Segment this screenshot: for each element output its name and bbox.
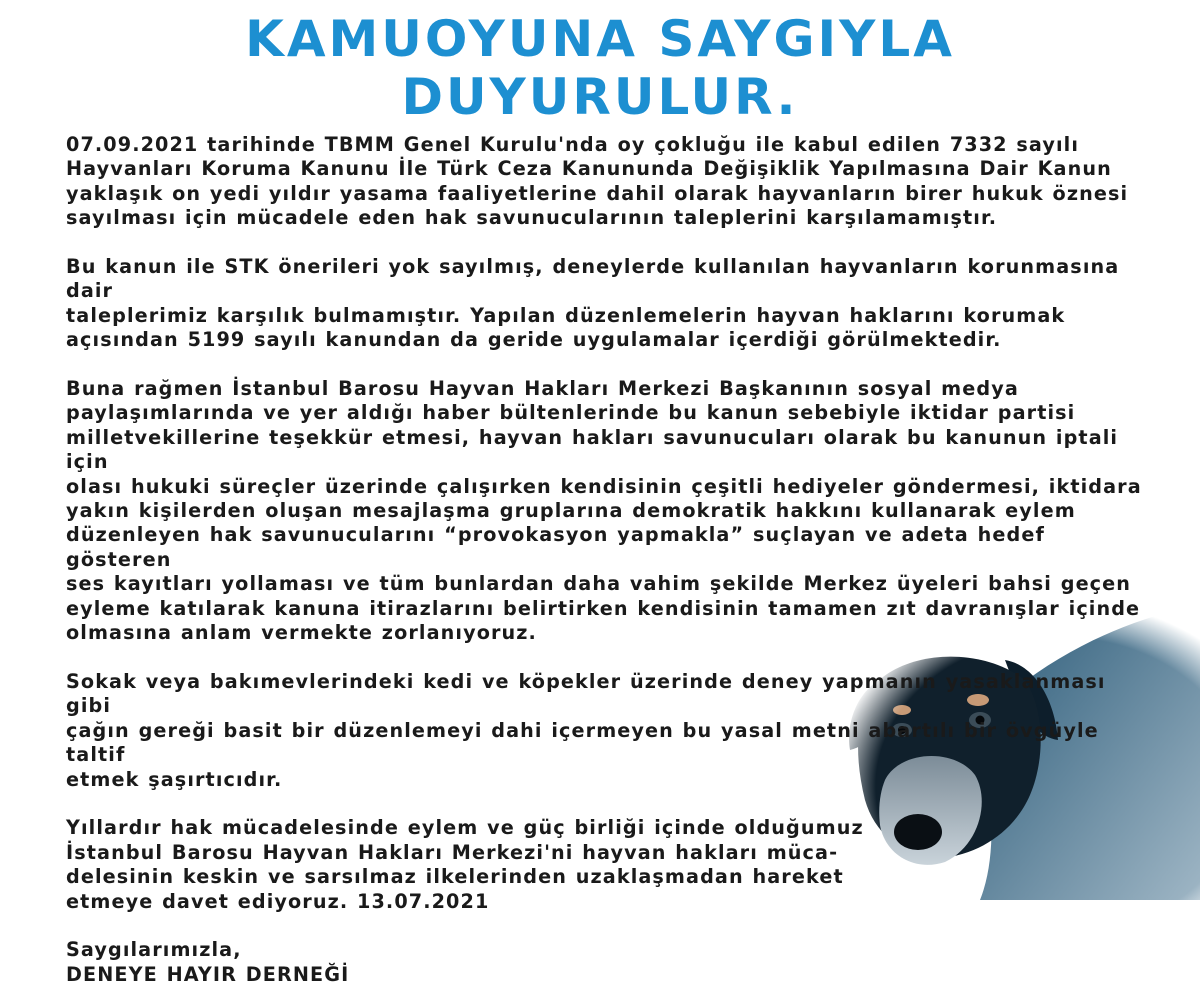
announcement-title [0,10,1200,126]
paragraph-1: 07.09.2021 tarihinde TBMM Genel Kurulu'nda oy çokluğu ile kabul edilen 7332 sayılı Hayvanları Koruma Kanunu İle Türk Ceza Kanununda Değişiklik Yapılmasına Dair Kanun yaklaşık on yedi yıldır yasama faaliyetlerine dahil olarak hayvanların birer hukuk öznesi sayılması için mücadele eden hak savunucularının taleplerini karşılamamıştır. [66,133,1129,230]
closing-text: Saygılarımızla, [66,938,242,962]
title-line-2: DUYURULUR. [401,68,799,126]
paragraph-5: Yıllardır hak mücadelesinde eylem ve güç birliği içinde olduğumuz İstanbul Barosu Hayvan Hakları Merkezi'ni hayvan hakları müca- delesinin keskin ve sarsılmaz ilkelerinden uzaklaşmadan hareket etmeye davet ediyoruz. 13.07.2021 [66,816,864,913]
organization-name: DENEYE HAYIR DERNEĞİ [66,962,350,986]
paragraph-3: Buna rağmen İstanbul Barosu Hayvan Hakları Merkezi Başkanının sosyal medya paylaşımlarında ve yer aldığı haber bültenlerinde bu kanun sebebiyle iktidar partisi milletvekillerine teşekkür etmesi, hayvan hakları savunucuları olarak bu kanunun iptali için olası hukuki süreçler üzerinde çalışırken kendisinin çeşitli hediyeler göndermesi, iktidara yakın kişilerden oluşan mesajlaşma gruplarına demokratik hakkını kullanarak eylem düzenleyen hak savunucularını “provokasyon yapmakla” suçlayan ve adeta hedef gösteren ses kayıtları yollaması ve tüm bunlardan daha vahim şekilde Merkez üyeleri bahsi geçen eyleme katılarak kanuna itirazlarını belirtirken kendisinin tamamen zıt davranışlar içinde olmasına anlam vermekte zorlanıyoruz. [66,377,1142,645]
announcement-body [66,133,1146,987]
title-line-1: KAMUOYUNA SAYGIYLA [245,10,955,68]
paragraph-4: Sokak veya bakımevlerindeki kedi ve köpekler üzerinde deney yapmanın yasaklanması gibi çağın gereği basit bir düzenlemeyi dahi içermeyen bu yasal metni abartılı bir övgüyle taltif etmek şaşırtıcıdır. [66,669,1106,791]
paragraph-2: Bu kanun ile STK önerileri yok sayılmış, deneylerde kullanılan hayvanların korunmasına dair taleplerimiz karşılık bulmamıştır. Yapılan düzenlemelerin hayvan haklarını korumak açısından 5199 sayılı kanundan da geride uygulamalar içerdiği görülmektedir. [66,255,1120,352]
